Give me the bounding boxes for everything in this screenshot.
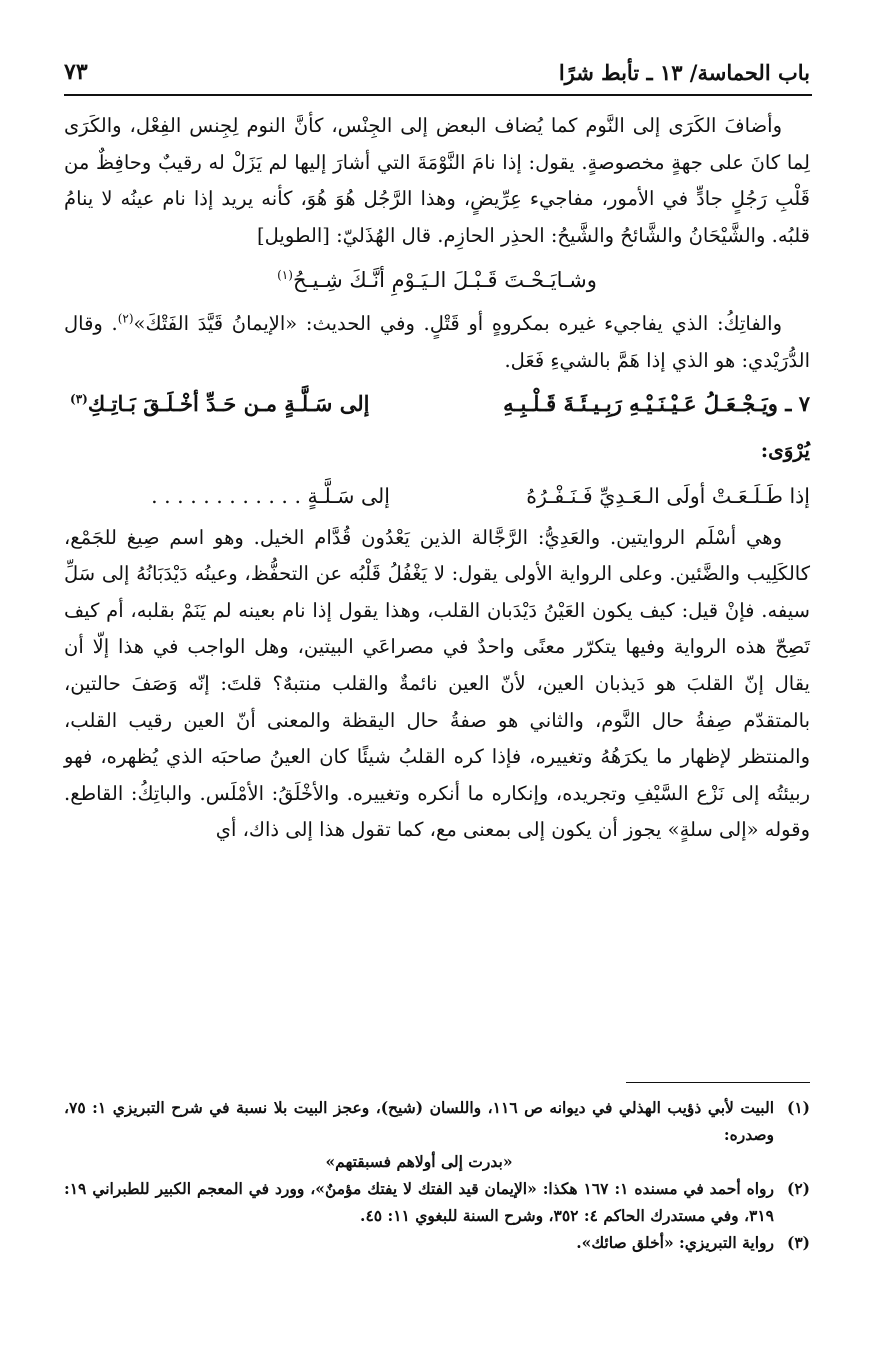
running-head: باب الحماسة/ ١٣ ـ تأبط شرًا <box>558 59 810 85</box>
page-number: ٧٣ <box>64 59 88 85</box>
paragraph: وأضافَ الكَرَى إلى النَّوم كما يُضاف البعض إلى الجِنْس، كأنَّ النوم لِجِنس الفِعْل، والكَرَى لِما كانَ على جهةٍ مخصوصةٍ. يقول: إذا نامَ النَّوْمَةَ التي أشارَ إليها لم يَزَلْ له رقيبٌ وحافِظٌ من قَلْبِ رَجُلٍ جادٍّ في الأمور، مفاجيء عِرِّيضٍ، وهذا الرَّجُل هُوَ هُوَ، كأنه يريد إذا نام عينُه لا ينامُ قلبُه. والشَّيْحَانُ والشَّائحُ والشَّيحُ: الحذِر الحازِم. قال الهُذَليّ: [الطويل] <box>64 114 810 247</box>
footnote-number: (٣) <box>786 1233 810 1252</box>
verse-7 <box>64 380 810 428</box>
footnote-ref[interactable]: (١) <box>277 268 293 283</box>
variant-label: يُرْوَى: <box>760 437 810 462</box>
variant-hemistich-second: إلى سَـلَّـةٍ . . . . . . . . . . . . <box>151 483 390 508</box>
verse-text: إلى سَـلَّـةٍ مـن حَـدِّ أخْـلَـقَ بَـاتِـكِ <box>87 390 370 416</box>
paragraph-text: والفاتِكُ: الذي يفاجيء غيره بمكروهٍ أو قَتْلٍ. وفي الحديث: «الإيمانُ قَيَّدَ الفَتْكَ» <box>133 312 782 336</box>
header-rule <box>64 94 812 96</box>
footnotes <box>64 1094 810 1256</box>
footnote-text: رواه أحمد في مسنده ١: ١٦٧ هكذا: «الإيمان قيد الفتك لا يفتك مؤمنٌ»، وورد في المعجم الكبير للطبراني ١٩: ٣١٩، وفي مستدرك الحاكم ٤: ٣٥٢، وشرح السنة للبغوي ١١: ٤٥. <box>64 1179 774 1225</box>
footnote-rule <box>626 1082 810 1083</box>
footnote-ref[interactable]: (٣) <box>70 391 88 406</box>
footnote-text: رواية التبريزي: «أخلق صائك». <box>576 1233 774 1252</box>
variant-hemistich-first: إذا طَـلَـعَـتْ أولَى الـعَـدِيِّ فَـنَـفْـرُهُ <box>526 483 810 508</box>
verse-line <box>64 254 810 306</box>
footnote-ref[interactable]: (٢) <box>117 311 134 326</box>
footnote-number: (١) <box>786 1098 810 1117</box>
footnote <box>64 1175 810 1229</box>
verse-text: وشـايَـحْـتَ قَـبْـلَ الـيَـوْمِ أنَّـكَ شِـيـحُ <box>292 268 597 293</box>
paragraph: وهي أسْلَم الروايتين. والعَدِيُّ: الرَّجَّالة الذين يَعْدُون قُدَّام الخيل. وهو اسم صِيغ للجَمْع، كالكَلِيب والضَّئين. وعلى الرواية الأولى يقول: لا يَغْفُلُ قَلْبُه عن التحفُّظ، وعينُه دَيْدَبَانُهُ إلى سَلِّ سيفه. فإنْ قيل: كيف يكون العَيْنُ دَيْدَبان القلب، وهذا يقول إذا نام بعينه لم يَنَمْ بقلبه، أم كيف تَصِحّ هذه الرواية وفيها يتكرّر معنًى واحدٌ في مصراعَي البيتين، وهل الواجب في هذا إلّا أن يقال إنّ القلبَ هو دَيذبان العين، لأنّ العين نائمةٌ والقلب منتبهٌ؟ قلتَ: إنّه وَصَفَ حالتين، بالمتقدّم صِفةُ حال النَّوم، والثاني هو صفةُ حال اليقظة والمعنى أنّ العين رقيب القلب، والمنتظر لإظهار ما يكرَهُهُ وتغييره، فإذا كره القلبُ شيئًا كان العينُ صاحبَه الذي يُظهره، فهو ربيئتُه إلى نَزْع السَّيْفِ وتجريده، وإنكاره ما أنكره وتغييره. والأخْلَقُ: الأمْلَس. والباتِكُ: القاطع. وقوله «إلى سلةٍ» يجوز أن يكون إلى بمعنى مع، كما تقول هذا إلى ذاك، أي <box>64 525 810 842</box>
paragraph <box>64 306 810 379</box>
variant-verse <box>64 472 810 520</box>
page-header <box>64 52 810 92</box>
footnote-text: البيت لأبي ذؤيب الهذلي في ديوانه ص ١١٦، واللسان (شيح)، وعجز البيت بلا نسبة في شرح التبريزي ١: ٧٥، وصدره: <box>64 1098 775 1144</box>
verse-hemistich-second <box>70 380 369 428</box>
footnote <box>64 1094 810 1148</box>
footnote-quote: «بدرت إلى أولاهم فسبقتهم» <box>325 1152 513 1171</box>
verse-hemistich-first: ٧ ـ ويَـجْـعَـلُ عَـيْـنَـيْـهِ رَبِـيـئَـةَ قَـلْـبِـهِ <box>503 390 810 416</box>
paragraph-text: . وقال الدُّرَيْدي: هو الذي إذا هَمَّ بالشيءِ فَعَل. <box>64 312 810 372</box>
footnote <box>64 1229 810 1256</box>
footnote-number: (٢) <box>786 1179 810 1198</box>
main-text <box>64 108 810 849</box>
